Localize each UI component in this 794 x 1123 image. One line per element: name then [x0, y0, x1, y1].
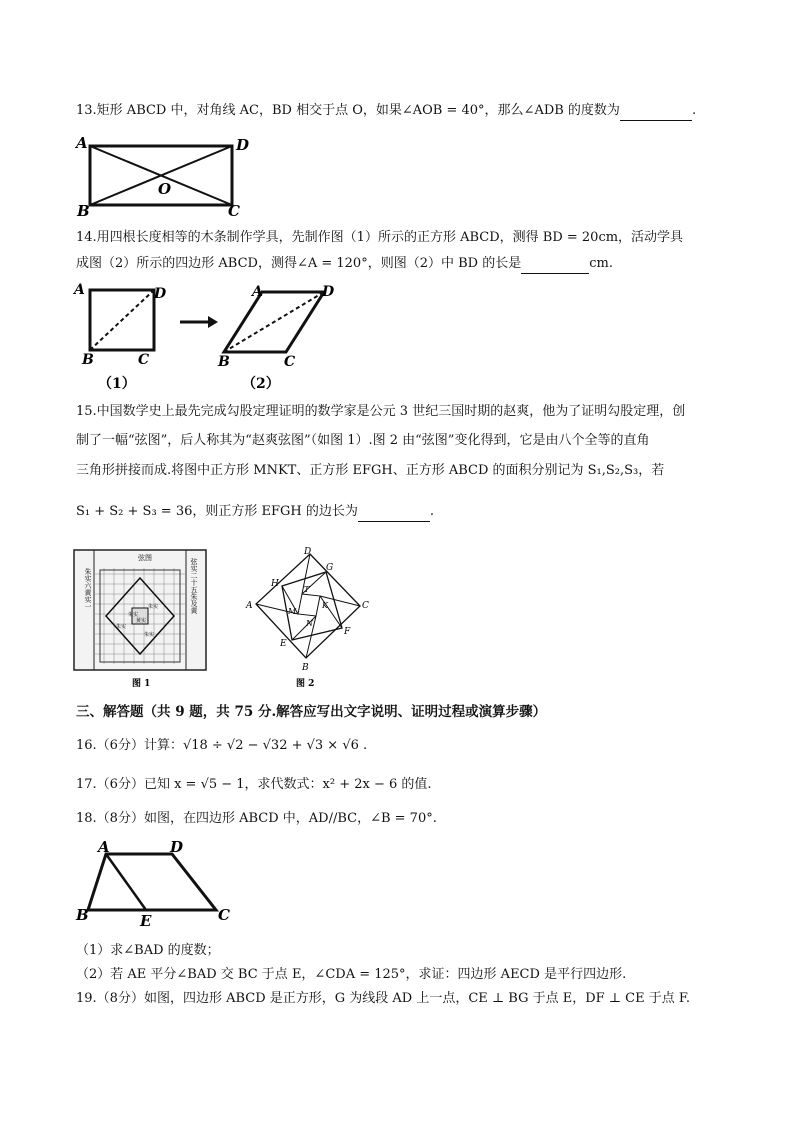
fig1-left-text: 朱实六黄实一 — [84, 568, 92, 610]
section-3-title: 三、解答题（共 9 题，共 75 分.解答应写出文字说明、证明过程或演算步骤） — [76, 704, 547, 720]
q18-text: 18.（8分）如图，在四边形 ABCD 中，AD//BC，∠B = 70°. — [76, 811, 437, 826]
label-b: B — [77, 202, 90, 220]
q13-stem: 13.矩形 ABCD 中，对角线 AC，BD 相交于点 O，如果∠AOB = 40°，那么∠ADB 的度数为 — [76, 103, 620, 118]
fig2-label-f: F — [344, 627, 351, 637]
q13-rectangle-figure — [74, 132, 254, 220]
label-a: A — [98, 838, 110, 856]
label-c: C — [218, 906, 230, 924]
fig1-inner-label-2: 黄实 — [136, 618, 147, 624]
q15-fig2-diagram — [240, 546, 370, 692]
segment-ae — [106, 854, 146, 910]
fig2-caption: （2） — [242, 376, 280, 392]
fig1-caption: （1） — [98, 376, 136, 392]
q14-figures — [72, 282, 335, 394]
fig1-inner-label-4: 朱实 — [148, 604, 159, 610]
fig1-label-c: C — [138, 352, 150, 368]
q19-text: 19.（8分）如图，四边形 ABCD 是正方形，G 为线段 AD 上一点，CE ⊥ BG 于点 E，DF ⊥ CE 于点 F. — [76, 991, 690, 1006]
q15-line2: 制了一幅“弦图”，后人称其为“赵爽弦图”（如图 1）.图 2 由“弦图”变化得到，它是由八个全等的直角 — [76, 433, 650, 448]
q14-line1: 14.用四根长度相等的木条制作学具，先制作图（1）所示的正方形 ABCD，测得 BD = 20cm，活动学具 — [76, 230, 684, 245]
fig2-label-k: K — [322, 601, 328, 610]
fig1-inner-label-5: 朱实 — [144, 632, 155, 638]
fig1-inner-label-1: 朱实 — [128, 612, 139, 618]
q13-end: . — [691, 103, 697, 118]
fig1-top-text: 弦图 — [138, 554, 152, 562]
fig1-right-text: 弦实二十五朱及黄 — [190, 558, 198, 614]
fig2-label-d: D — [322, 284, 335, 300]
q17-text: 17.（6分）已知 x = √5 − 1，求代数式：x² + 2x − 6 的值. — [76, 777, 432, 792]
fig2-label-h: H — [271, 579, 279, 589]
label-c: C — [228, 202, 240, 220]
q14-line2 — [76, 255, 613, 274]
fig2-label-a: A — [246, 601, 253, 611]
q14-answer-blank[interactable] — [521, 255, 589, 274]
fig2-label-c: C — [284, 354, 296, 370]
arrow-icon — [208, 316, 218, 328]
fig1-label-a: A — [74, 282, 85, 298]
fig2-label-c: C — [362, 601, 369, 611]
fig2-caption: 图 2 — [296, 679, 315, 689]
fig1-label-b: B — [82, 352, 94, 368]
rhombus-diagonal-bd — [224, 292, 324, 352]
label-o: O — [158, 180, 172, 198]
fig2-label-d: D — [304, 547, 312, 557]
label-e: E — [140, 912, 152, 930]
fig2-label-b: B — [302, 663, 309, 673]
q15-end: . — [429, 504, 435, 519]
q18-part2: （2）若 AE 平分∠BAD 交 BC 于点 E，∠CDA = 125°，求证：四边形 AECD 是平行四边形. — [76, 967, 627, 982]
q15-line1: 15.中国数学史上最先完成勾股定理证明的数学家是公元 3 世纪三国时期的赵爽，他为了证明勾股定理，创 — [76, 404, 686, 419]
q18-part1: （1）求∠BAD 的度数； — [76, 943, 220, 958]
q15-fig1-zhao-shuang-diagram — [70, 544, 210, 692]
label-a: A — [76, 134, 88, 152]
square-mnkt — [298, 594, 320, 616]
square-efgh — [282, 572, 342, 640]
q15-line4 — [76, 503, 434, 522]
q13-answer-blank[interactable] — [620, 102, 692, 121]
fig2-label-a: A — [252, 284, 263, 300]
label-d: D — [170, 838, 184, 856]
q18-trapezoid-figure — [74, 836, 244, 928]
q16-text: 16.（6分）计算：√18 ÷ √2 − √32 + √3 × √6 . — [76, 738, 368, 753]
fig2-label-m: M — [288, 607, 297, 616]
fig1-inner-label-3: 朱实 — [116, 624, 127, 630]
q15-answer-blank[interactable] — [358, 503, 430, 522]
q14-line2-stem: 成图（2）所示的四边形 ABCD，测得∠A = 120°，则图（2）中 BD 的长是 — [76, 256, 522, 271]
fig1-label-d: D — [154, 286, 167, 302]
fig2-label-t: T — [304, 585, 310, 594]
q15-line3: 三角形拼接而成.将图中正方形 MNKT、正方形 EFGH、正方形 ABCD 的面积分别记为 S₁,S₂,S₃，若 — [76, 463, 665, 478]
fig1-caption: 图 1 — [132, 679, 151, 689]
label-b: B — [76, 906, 89, 924]
q13-text — [76, 102, 696, 121]
fig2-label-n: N — [306, 619, 313, 628]
square-diagonal-bd — [90, 290, 154, 350]
fig2-label-b: B — [218, 354, 230, 370]
label-d: D — [236, 136, 250, 154]
fig2-label-g: G — [326, 563, 334, 573]
q15-line4-stem: S₁ + S₂ + S₃ = 36，则正方形 EFGH 的边长为 — [76, 504, 358, 519]
trapezoid-abcd — [88, 854, 216, 910]
fig2-label-e: E — [280, 639, 287, 649]
square-abcd — [256, 554, 360, 658]
q14-unit: cm. — [589, 256, 613, 271]
